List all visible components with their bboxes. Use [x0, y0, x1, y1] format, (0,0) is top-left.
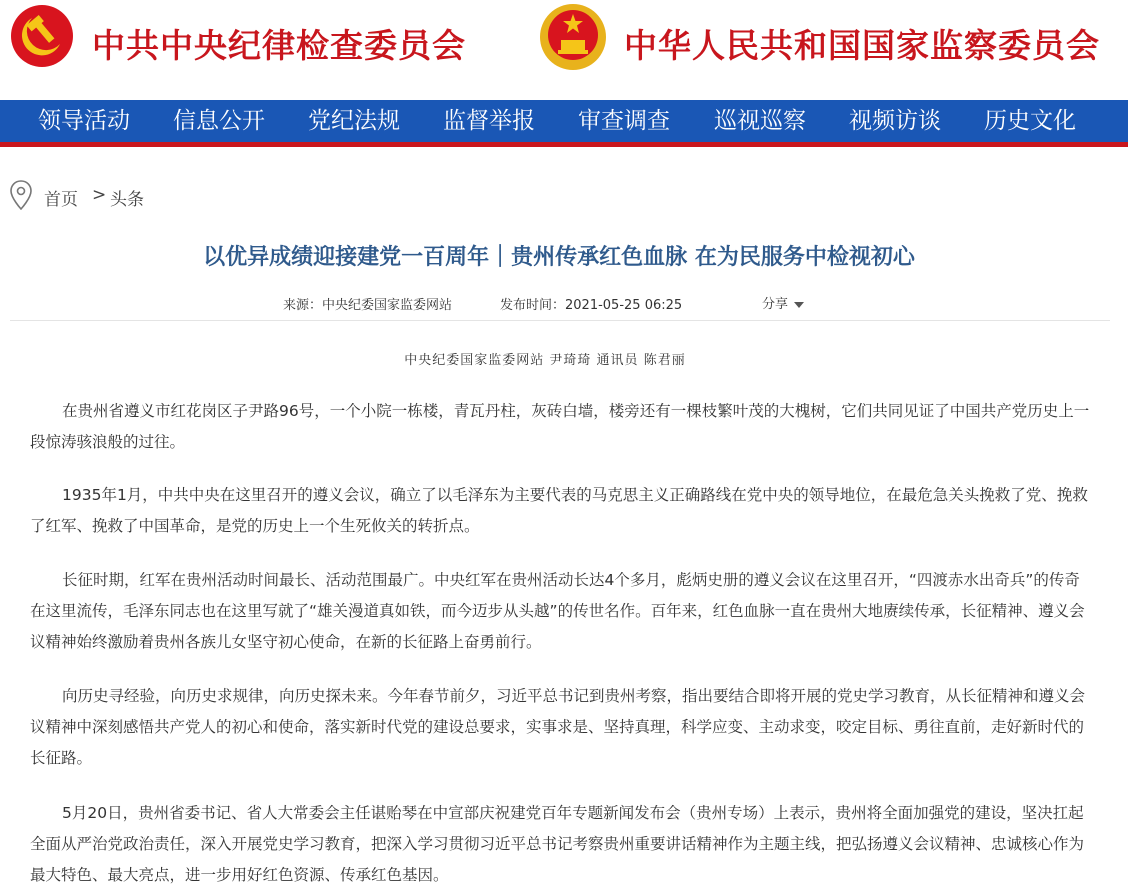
nav-item-regulations[interactable]: 党纪法规 — [308, 108, 400, 134]
caret-down-icon — [794, 302, 804, 308]
nav-item-info-disclosure[interactable]: 信息公开 — [173, 108, 265, 134]
nav-item-video[interactable]: 视频访谈 — [849, 108, 941, 134]
nav-item-leadership[interactable]: 领导活动 — [38, 108, 130, 134]
nav-item-reporting[interactable]: 监督举报 — [443, 108, 535, 134]
location-pin-icon — [10, 180, 32, 210]
article-time — [500, 294, 682, 313]
main-nav — [0, 100, 1128, 142]
share-button[interactable] — [762, 293, 804, 312]
title-divider — [10, 320, 1110, 321]
nav-red-stripe — [0, 142, 1128, 147]
article-paragraph: 1935年1月，中共中央在这里召开的遵义会议，确立了以毛泽东为主要代表的马克思主义正确路线在党中央的领导地位，在最危急关头挽救了党、挽救了红军、挽救了中国革命，是党的历史上一个生死攸关的转折点。 — [30, 486, 1088, 535]
article-source — [283, 294, 452, 313]
nav-item-history[interactable]: 历史文化 — [984, 108, 1076, 134]
source-value: 中央纪委国家监委网站 — [322, 298, 453, 313]
site-header — [0, 0, 1128, 100]
party-emblem-icon — [10, 4, 74, 68]
article-paragraph: 5月20日，贵州省委书记、省人大常委会主任谌贻琴在中宣部庆祝建党百年专题新闻发布会（贵州专场）上表示，贵州将全面加强党的建设，坚决扛起全面从严治党政治责任，深入开展党史学习教育，把深入学习贯彻习近平总书记考察贵州重要讲话精神作为主题主线，把弘扬遵义会议精神、忠诚核心作为最大特色、最大亮点，进一步用好红色资源、传承红色基因。 — [30, 804, 1085, 884]
nav-item-inspection[interactable]: 巡视巡察 — [714, 108, 806, 134]
article-byline: 中央纪委国家监委网站 尹琦琦 通讯员 陈君丽 — [404, 353, 686, 368]
breadcrumb-current[interactable]: 头条 — [110, 190, 144, 210]
nav-item-investigation[interactable]: 审查调查 — [578, 108, 670, 134]
time-value: 2021-05-25 06:25 — [565, 298, 683, 313]
breadcrumb-home[interactable]: 首页 — [44, 190, 78, 210]
party-name: 中共中央纪律检查委员会 — [92, 26, 466, 65]
article-paragraph: 在贵州省遵义市红花岗区子尹路96号，一个小院一栋楼，青瓦丹柱，灰砖白墙，楼旁还有一棵枝繁叶茂的大槐树，它们共同见证了中国共产党历史上一段惊涛骇浪般的过往。 — [30, 402, 1090, 451]
nation-name: 中华人民共和国国家监察委员会 — [624, 26, 1100, 65]
breadcrumb-separator: > — [92, 185, 107, 205]
article-paragraph: 向历史寻经验，向历史求规律，向历史探未来。今年春节前夕，习近平总书记到贵州考察，指出要结合即将开展的党史学习教育，从长征精神和遵义会议精神中深刻感悟共产党人的初心和使命，落实新时代党的建设总要求，实事求是、坚持真理，科学应变、主动求变，咬定目标、勇往直前，走好新时代的长征路。 — [30, 687, 1086, 767]
time-label: 发布时间： — [500, 298, 566, 313]
article-title: 以优异成绩迎接建党一百周年｜贵州传承红色血脉 在为民服务中检视初心 — [203, 245, 915, 270]
share-label: 分享 — [762, 297, 789, 312]
national-emblem-icon — [538, 2, 608, 72]
article-paragraph: 长征时期，红军在贵州活动时间最长、活动范围最广。中央红军在贵州活动长达4个多月，彪炳史册的遵义会议在这里召开，“四渡赤水出奇兵”的传奇在这里流传，毛泽东同志也在这里写就了“雄关漫道真如铁，而今迈步从头越”的传世名作。百年来，红色血脉一直在贵州大地赓续传承，长征精神、遵义会议精神始终激励着贵州各族儿女坚守初心使命，在新的长征路上奋勇前行。 — [30, 571, 1085, 651]
source-label: 来源： — [283, 298, 323, 313]
